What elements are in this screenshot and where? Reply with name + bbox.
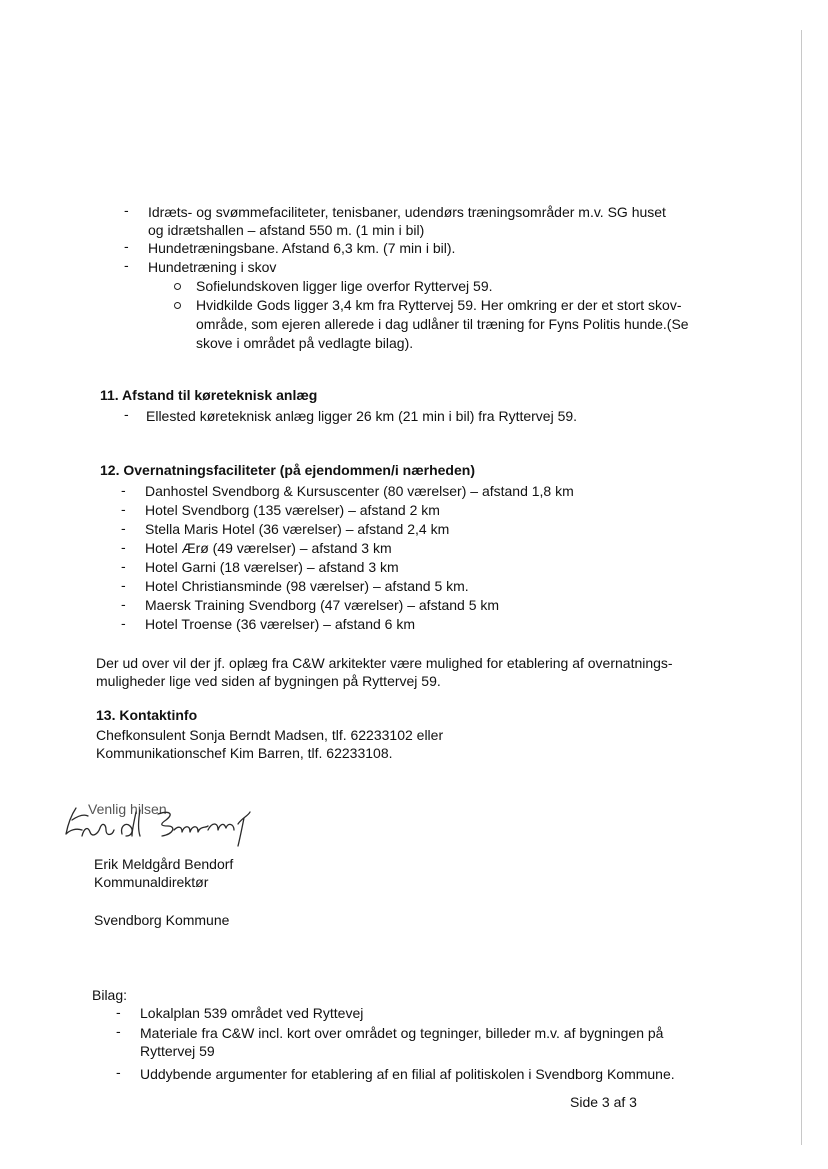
circle-bullet-icon (174, 283, 181, 290)
list-item: Ellested køreteknisk anlæg ligger 26 km (21 min i bil) fra Ryttervej 59. (146, 408, 578, 424)
section-heading: 11. Afstand til køreteknisk anlæg (100, 387, 318, 403)
sub-list-item-continuation: område, som ejeren allerede i dag udlåner til træning for Fyns Politis hunde.(Se (196, 316, 689, 332)
list-dash: - (121, 615, 126, 631)
list-dash: - (121, 482, 126, 498)
list-dash: - (121, 539, 126, 555)
list-dash: - (124, 257, 129, 273)
hotel-item: Hotel Svendborg (135 værelser) – afstand 2 km (145, 502, 440, 518)
attachment-item-continuation: Ryttervej 59 (140, 1043, 215, 1059)
hotel-item: Maersk Training Svendborg (47 værelser) – afstand 5 km (145, 597, 500, 613)
list-dash: - (116, 1004, 121, 1020)
attachment-item: Lokalplan 539 området ved Ryttevej (140, 1005, 364, 1021)
list-dash: - (124, 238, 129, 254)
contact-line: Kommunikationschef Kim Barren, tlf. 62233108. (96, 745, 393, 761)
handwritten-signature (62, 800, 262, 850)
paragraph-line: Der ud over vil der jf. oplæg fra C&W arkitekter være mulighed for etablering af overnatnings- (96, 655, 673, 671)
hotel-item: Hotel Garni (18 værelser) – afstand 3 km (145, 559, 399, 575)
section-heading: 13. Kontaktinfo (96, 707, 198, 723)
list-dash: - (116, 1064, 121, 1080)
hotel-item: Danhostel Svendborg & Kursuscenter (80 værelser) – afstand 1,8 km (145, 483, 574, 499)
attachment-item: Uddybende argumenter for etablering af en filial af politiskolen i Svendborg Kommune. (140, 1066, 675, 1082)
sub-list-item: Hvidkilde Gods ligger 3,4 km fra Ryttervej 59. Her omkring er der et stort skov- (196, 297, 682, 313)
list-dash: - (121, 558, 126, 574)
hotel-item: Hotel Troense (36 værelser) – afstand 6 km (145, 616, 416, 632)
list-dash: - (121, 596, 126, 612)
list-item: Idræts- og svømmefaciliteter, tenisbaner, udendørs træningsområder m.v. SG huset (148, 204, 666, 220)
list-item-continuation: og idrætshallen – afstand 550 m. (1 min i bil) (148, 222, 425, 238)
hotel-item: Hotel Ærø (49 værelser) – afstand 3 km (145, 540, 392, 556)
list-dash: - (121, 501, 126, 517)
list-dash: - (116, 1023, 121, 1039)
list-dash: - (124, 406, 129, 422)
list-dash: - (121, 577, 126, 593)
page-number: Side 3 af 3 (570, 1094, 637, 1110)
sub-list-item-continuation: skove i området på vedlagte bilag). (196, 335, 414, 351)
list-item: Hundetræningsbane. Afstand 6,3 km. (7 min i bil). (148, 240, 456, 256)
hotel-item: Stella Maris Hotel (36 værelser) – afstand 2,4 km (145, 521, 450, 537)
list-dash: - (121, 520, 126, 536)
page-edge-line (801, 30, 802, 1145)
greeting: Venlig hilsen (88, 801, 167, 817)
contact-line: Chefkonsulent Sonja Berndt Madsen, tlf. 62233102 eller (96, 727, 444, 743)
attachment-item: Materiale fra C&W incl. kort over området og tegninger, billeder m.v. af bygningen på (140, 1025, 664, 1041)
paragraph-line: muligheder lige ved siden af bygningen på Ryttervej 59. (96, 673, 441, 689)
attachments-heading: Bilag: (92, 987, 128, 1003)
sub-list-item: Sofielundskoven ligger lige overfor Ryttervej 59. (196, 278, 493, 294)
list-item: Hundetræning i skov (148, 259, 277, 275)
list-dash: - (124, 202, 129, 218)
organization-name: Svendborg Kommune (94, 912, 230, 928)
signer-title: Kommunaldirektør (94, 874, 209, 890)
circle-bullet-icon (174, 302, 181, 309)
section-heading: 12. Overnatningsfaciliteter (på ejendommen/i nærheden) (100, 462, 475, 478)
signer-name: Erik Meldgård Bendorf (94, 856, 234, 872)
hotel-item: Hotel Christiansminde (98 værelser) – afstand 5 km. (145, 578, 469, 594)
